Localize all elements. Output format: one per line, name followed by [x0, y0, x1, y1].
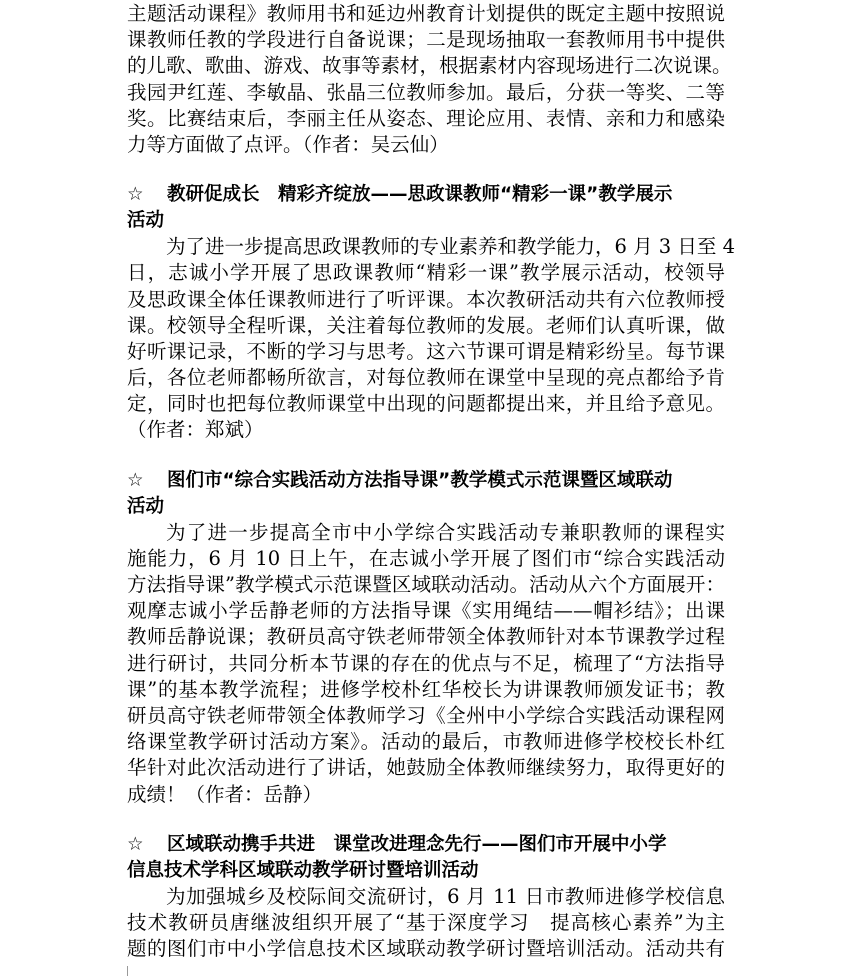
body-line: 为了进一步提高全市中小学综合实践活动专兼职教师的课程实 [166, 520, 725, 544]
intro-line: 的儿歌、歌曲、游戏、故事等素材，根据素材内容现场进行二次说课。 [127, 54, 732, 78]
body-line: 及思政课全体任课教师进行了听评课。本次教研活动共有六位教师授 [127, 287, 725, 311]
intro-line: 课教师任教的学段进行自备说课；二是现场抽取一套教师用书中提供 [127, 28, 725, 52]
body-line: 技术教研员唐继波组织开展了“基于深度学习 提高核心素养”为主 [127, 910, 725, 934]
section-3 [127, 832, 725, 963]
section-title-text: 活动 [127, 495, 165, 517]
body-line: 观摩志诚小学岳静老师的方法指导课《实用绳结——帽衫结》；出课 [127, 599, 725, 623]
spacer [127, 808, 725, 832]
spacer [127, 444, 725, 468]
section-title-cont [127, 858, 725, 884]
star-icon: ☆ [127, 469, 144, 491]
body-line: 施能力，6 月 10 日上午，在志诚小学开展了图们市“综合实践活动 [127, 546, 725, 570]
body-line: （作者：郑斌） [127, 418, 264, 442]
body-line: 课。校领导全程听课，关注着每位教师的发展。老师们认真听课，做 [127, 313, 725, 337]
section-title [127, 832, 725, 858]
spacer [127, 158, 725, 182]
star-icon: ☆ [127, 833, 144, 855]
body-line: 络课堂教学研讨活动方案》。活动的最后，市教师进修学校校长朴红 [127, 730, 725, 754]
body-line: 教师岳静说课；教研员高守铁老师带领全体教师针对本节课教学过程 [127, 625, 725, 649]
body-line: 成绩！（作者：岳静） [127, 782, 323, 806]
body-line: 课”的基本教学流程；进修学校朴红华校长为讲课教师颁发证书；教 [127, 677, 725, 701]
body-line: 研员高守铁老师带领全体教师学习《全州中小学综合实践活动课程网 [127, 703, 725, 727]
star-icon: ☆ [127, 184, 144, 206]
section-body [127, 520, 725, 808]
section-title-text: 区域联动携手共进 课堂改进理念先行——图们市开展中小学 [167, 833, 667, 855]
intro-line: 我园尹红莲、李敏晶、张晶三位教师参加。最后，分获一等奖、二等 [127, 80, 725, 104]
body-line: 题的图们市中小学信息技术区域联动教学研讨暨培训活动。活动共有 [127, 937, 725, 961]
intro-line: 力等方面做了点评。（作者：吴云仙） [127, 132, 449, 156]
body-line: 后，各位老师都畅所欲言，对每位教师在课堂中呈现的亮点都给予肯 [127, 366, 725, 390]
section-body [127, 234, 736, 444]
section-title-cont [127, 494, 725, 520]
section-title-text: 活动 [127, 210, 165, 232]
body-line: 方法指导课”教学模式示范课暨区域联动活动。活动从六个方面展开： [127, 573, 725, 596]
body-line: 进行研讨，共同分析本节课的存在的优点与不足，梳理了“方法指导 [127, 651, 725, 675]
page-corner-mark [120, 966, 128, 976]
body-line: 定，同时也把每位教师课堂中出现的问题都提出来，并且给予意见。 [127, 392, 725, 416]
intro-paragraph [127, 1, 732, 158]
intro-line: 奖。比赛结束后，李丽主任从姿态、理论应用、表情、亲和力和感染 [127, 106, 725, 130]
section-1 [127, 182, 736, 444]
body-line: 日，志诚小学开展了思政课教师“精彩一课”教学展示活动，校领导 [127, 261, 725, 285]
section-title-text: 信息技术学科区域联动教学研讨暨培训活动 [127, 859, 479, 881]
section-body [127, 884, 725, 963]
body-line: 为了进一步提高思政课教师的专业素养和教学能力，6 月 3 日至 4 [166, 235, 736, 259]
section-title-text: 教研促成长 精彩齐绽放——思政课教师“精彩一课”教学展示 [167, 184, 673, 206]
body-line: 好听课记录，不断的学习与思考。这六节课可谓是精彩纷呈。每节课 [127, 339, 725, 363]
section-title-text: 图们市“综合实践活动方法指导课”教学模式示范课暨区域联动 [167, 469, 673, 491]
intro-line: 主题活动课程》教师用书和延边州教育计划提供的既定主题中按照说 [127, 2, 725, 25]
body-line: 为加强城乡及校际间交流研讨，6 月 11 日市教师进修学校信息 [166, 884, 725, 908]
body-line: 华针对此次活动进行了讲话，她鼓励全体教师继续努力，取得更好的 [127, 756, 725, 780]
section-2 [127, 468, 725, 808]
section-title [127, 182, 725, 208]
section-title [127, 468, 725, 494]
section-title-cont [127, 208, 725, 234]
document-page [127, 0, 736, 962]
